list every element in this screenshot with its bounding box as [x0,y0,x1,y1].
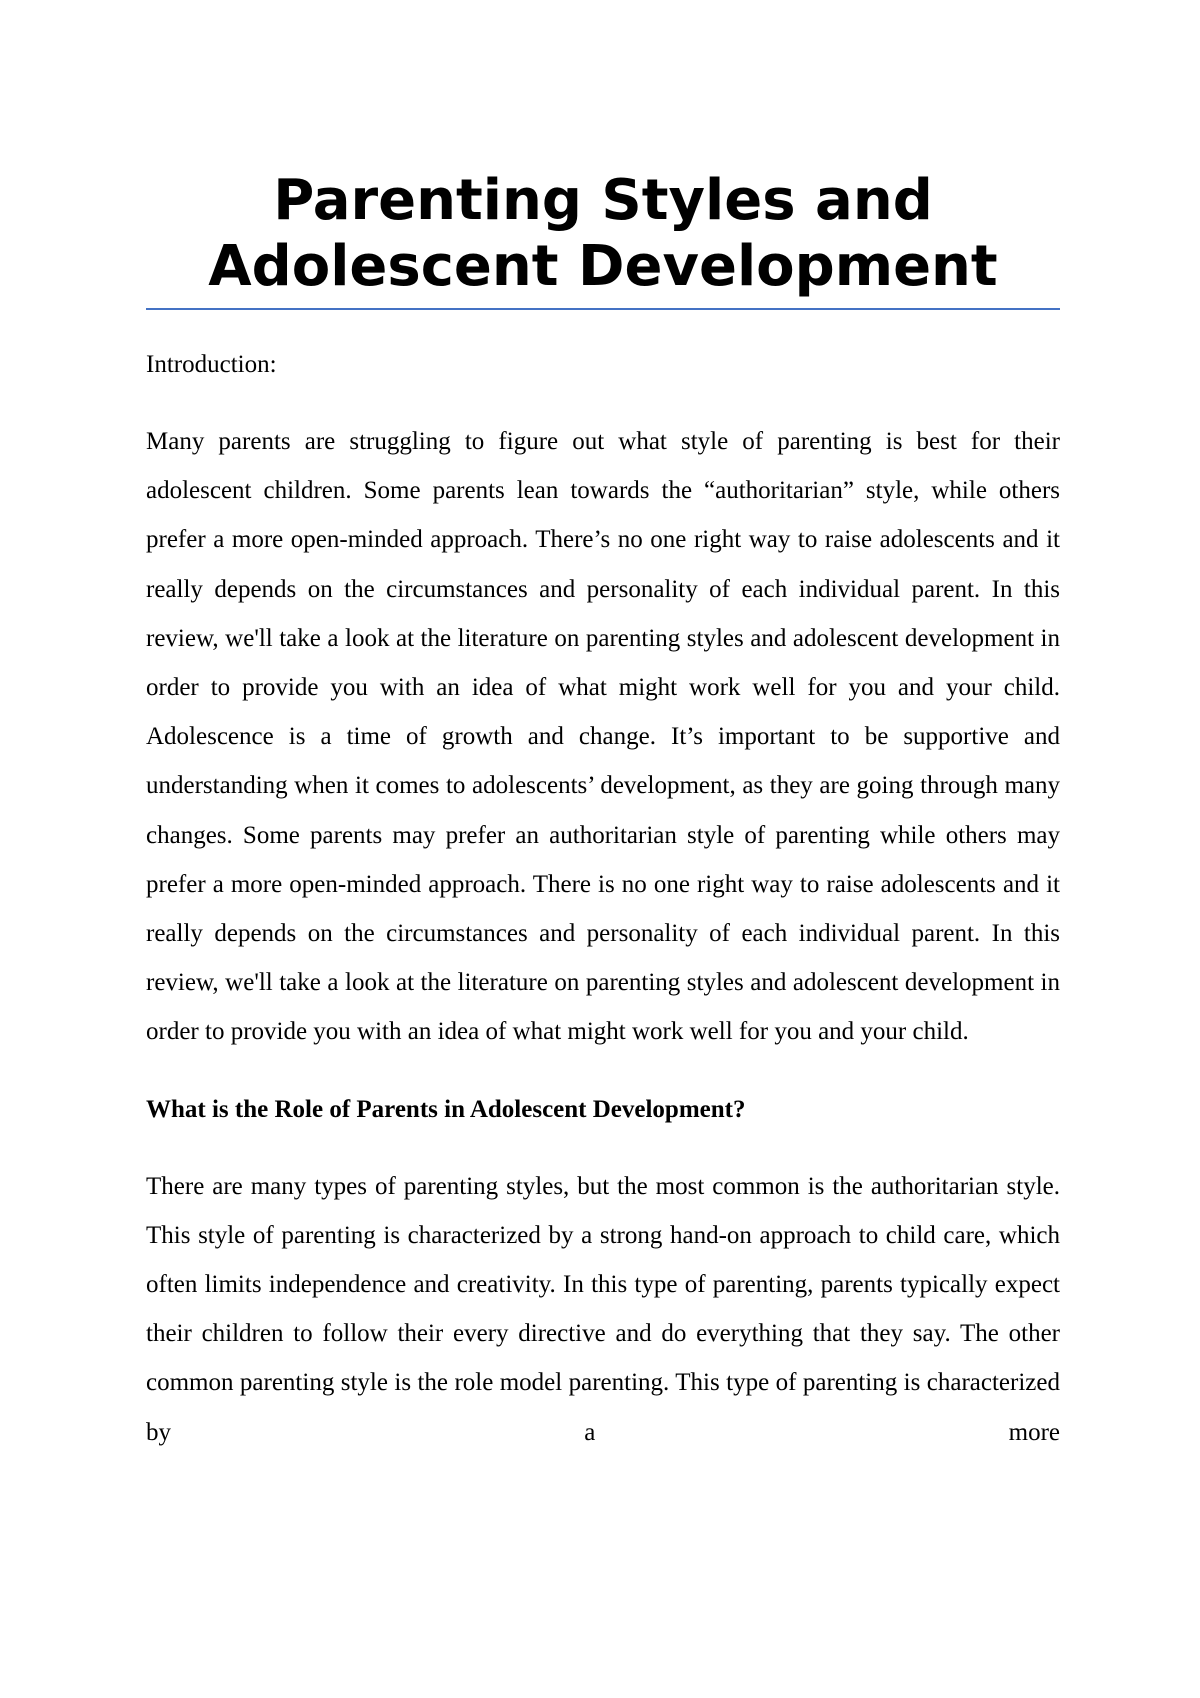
section-heading: What is the Role of Parents in Adolescent Development? [146,1095,746,1123]
title-underline-rule [146,308,1060,310]
title-line-2: Adolescent Development [208,234,998,299]
introduction-label: Introduction: [146,351,277,378]
introduction-paragraph: Many parents are struggling to figure out what style of parenting is best for their adolescent children. Some parents lean towards the “authoritarian” style, while others prefer a more open-minded approach. There’s no one right way to raise adolescents and it really depends on the circumstances and personality of each individual parent. In this review, we'll take a look at the literature on parenting styles and adolescent development in order to provide you with an idea of what might work well for you and your child. Adolescence is a time of growth and change. It’s important to be supportive and understanding when it comes to adolescents’ development, as they are going through many changes. Some parents may prefer an authoritarian style of parenting while others may prefer a more open-minded approach. There is no one right way to raise adolescents and it really depends on the circumstances and personality of each individual parent. In this review, we'll take a look at the literature on parenting styles and adolescent development in order to provide you with an idea of what might work well for you and your child. [146,428,1060,1046]
title-line-1: Parenting Styles and [273,168,933,233]
document-body [146,340,1060,1457]
document-title [146,168,1060,300]
section-paragraph: There are many types of parenting styles, but the most common is the authoritarian style. This style of parenting is characterized by a strong hand-on approach to child care, which often limits independence and creativity. In this type of parenting, parents typically expect their children to follow their every directive and do everything that they say. The other common parenting style is the role model parenting. This type of parenting is characterized by a more [146,1172,1060,1446]
